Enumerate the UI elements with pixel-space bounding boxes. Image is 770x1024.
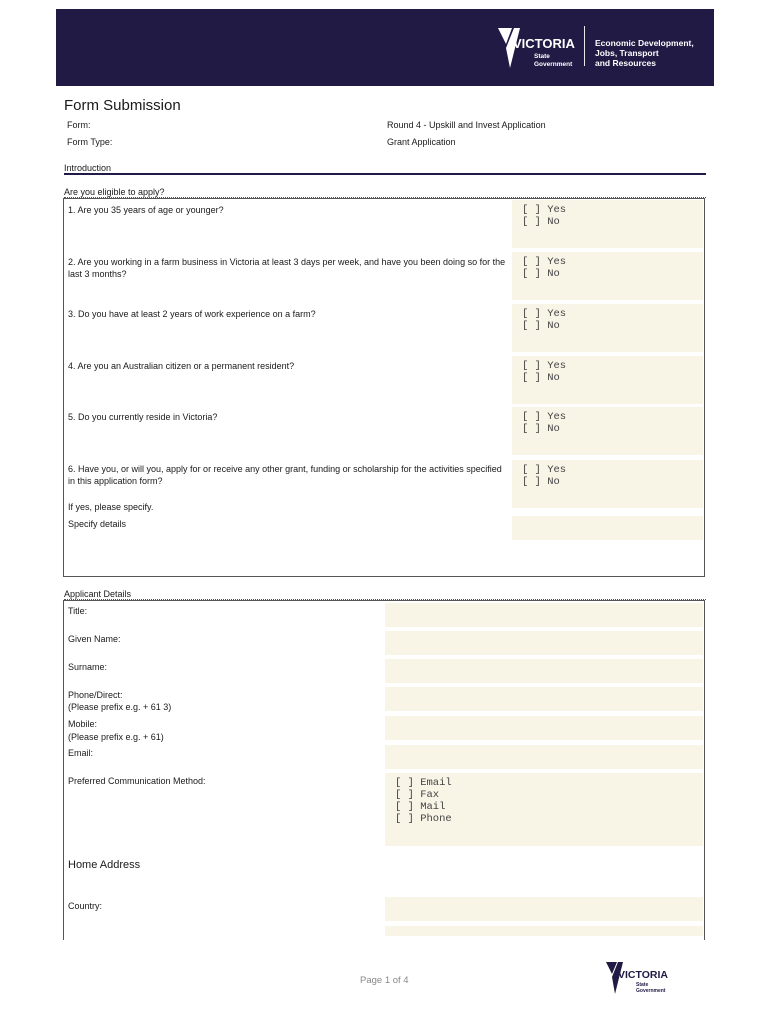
question-5: 5. Do you currently reside in Victoria? — [68, 412, 218, 422]
introduction-rule — [64, 173, 706, 175]
answer-3[interactable] — [512, 304, 703, 352]
question-4: 4. Are you an Australian citizen or a permanent resident? — [68, 361, 295, 371]
title-field[interactable] — [385, 603, 703, 627]
phone-hint: (Please prefix e.g. + 61 3) — [68, 702, 172, 712]
logo-word: VICTORIA — [513, 36, 575, 51]
logo-sub-government: Government — [534, 61, 573, 68]
form-value: Round 4 - Upskill and Invest Application — [387, 120, 546, 130]
question-1: 1. Are you 35 years of age or younger? — [68, 205, 224, 215]
victoria-state-government-logo — [498, 26, 588, 70]
answer-6-yes[interactable]: [ ] Yes — [522, 464, 567, 476]
comm-option-phone[interactable]: [ ] Phone — [395, 813, 452, 825]
mobile-label: Mobile: — [68, 719, 98, 729]
answer-5-yes[interactable]: [ ] Yes — [522, 411, 567, 423]
answer-2-no[interactable]: [ ] No — [522, 268, 560, 280]
answer-6[interactable] — [512, 460, 703, 508]
page-title: Form Submission — [64, 97, 181, 114]
phone-label: Phone/Direct: — [68, 690, 123, 700]
answer-5-no[interactable]: [ ] No — [522, 423, 560, 435]
surname-label: Surname: — [68, 662, 108, 672]
home-address-heading: Home Address — [68, 859, 141, 871]
next-field[interactable] — [385, 926, 703, 936]
mobile-field[interactable] — [385, 716, 703, 740]
introduction-heading: Introduction — [64, 163, 112, 173]
communication-method-options[interactable] — [385, 773, 703, 846]
surname-field[interactable] — [385, 659, 703, 683]
comm-option-mail[interactable]: [ ] Mail — [395, 801, 446, 813]
email-field[interactable] — [385, 745, 703, 769]
country-label: Country: — [68, 901, 103, 911]
department-name: Economic Development, Jobs, Transport and Resources — [595, 38, 694, 68]
logo-sub-state: State — [534, 53, 550, 60]
phone-field[interactable] — [385, 687, 703, 711]
question-2: 2. Are you working in a farm business in Victoria at least 3 days per week, and have you been doing so for the last 3 months? — [68, 257, 506, 279]
answer-4-yes[interactable]: [ ] Yes — [522, 360, 567, 372]
footer-logo-word: VICTORIA — [618, 969, 668, 981]
mobile-hint: (Please prefix e.g. + 61) — [68, 732, 164, 742]
email-label: Email: — [68, 748, 94, 758]
answer-4[interactable] — [512, 356, 703, 404]
if-yes-label: If yes, please specify. — [68, 502, 154, 512]
logo-divider — [584, 26, 585, 66]
form-type-label: Form Type: — [67, 137, 113, 147]
page-number: Page 1 of 4 — [360, 975, 409, 986]
question-3: 3. Do you have at least 2 years of work experience on a farm? — [68, 309, 316, 319]
footer-victoria-logo — [606, 960, 676, 996]
specify-details-field[interactable] — [512, 516, 703, 540]
answer-5[interactable] — [512, 407, 703, 455]
comm-option-fax[interactable]: [ ] Fax — [395, 789, 440, 801]
answer-3-no[interactable]: [ ] No — [522, 320, 560, 332]
answer-3-yes[interactable]: [ ] Yes — [522, 308, 567, 320]
form-type-value: Grant Application — [387, 137, 456, 147]
answer-1-yes[interactable]: [ ] Yes — [522, 204, 567, 216]
answer-4-no[interactable]: [ ] No — [522, 372, 560, 384]
given-name-field[interactable] — [385, 631, 703, 655]
applicant-details-heading: Applicant Details — [64, 589, 132, 599]
answer-2-yes[interactable]: [ ] Yes — [522, 256, 567, 268]
footer-logo-state: State — [636, 982, 649, 988]
question-6: 6. Have you, or will you, apply for or receive any other grant, funding or scholarship for the activities specified in this application form? — [68, 464, 502, 486]
answer-2[interactable] — [512, 252, 703, 300]
answer-1[interactable] — [512, 200, 703, 248]
title-label: Title: — [68, 606, 88, 616]
form-label: Form: — [67, 120, 91, 130]
specify-details-label: Specify details — [68, 519, 127, 529]
country-field[interactable] — [385, 897, 703, 921]
answer-1-no[interactable]: [ ] No — [522, 216, 560, 228]
answer-6-no[interactable]: [ ] No — [522, 476, 560, 488]
given-name-label: Given Name: — [68, 634, 121, 644]
communication-method-label: Preferred Communication Method: — [68, 776, 206, 786]
eligibility-heading: Are you eligible to apply? — [64, 187, 165, 197]
comm-option-email[interactable]: [ ] Email — [395, 777, 452, 789]
footer-logo-government: Government — [636, 988, 666, 994]
